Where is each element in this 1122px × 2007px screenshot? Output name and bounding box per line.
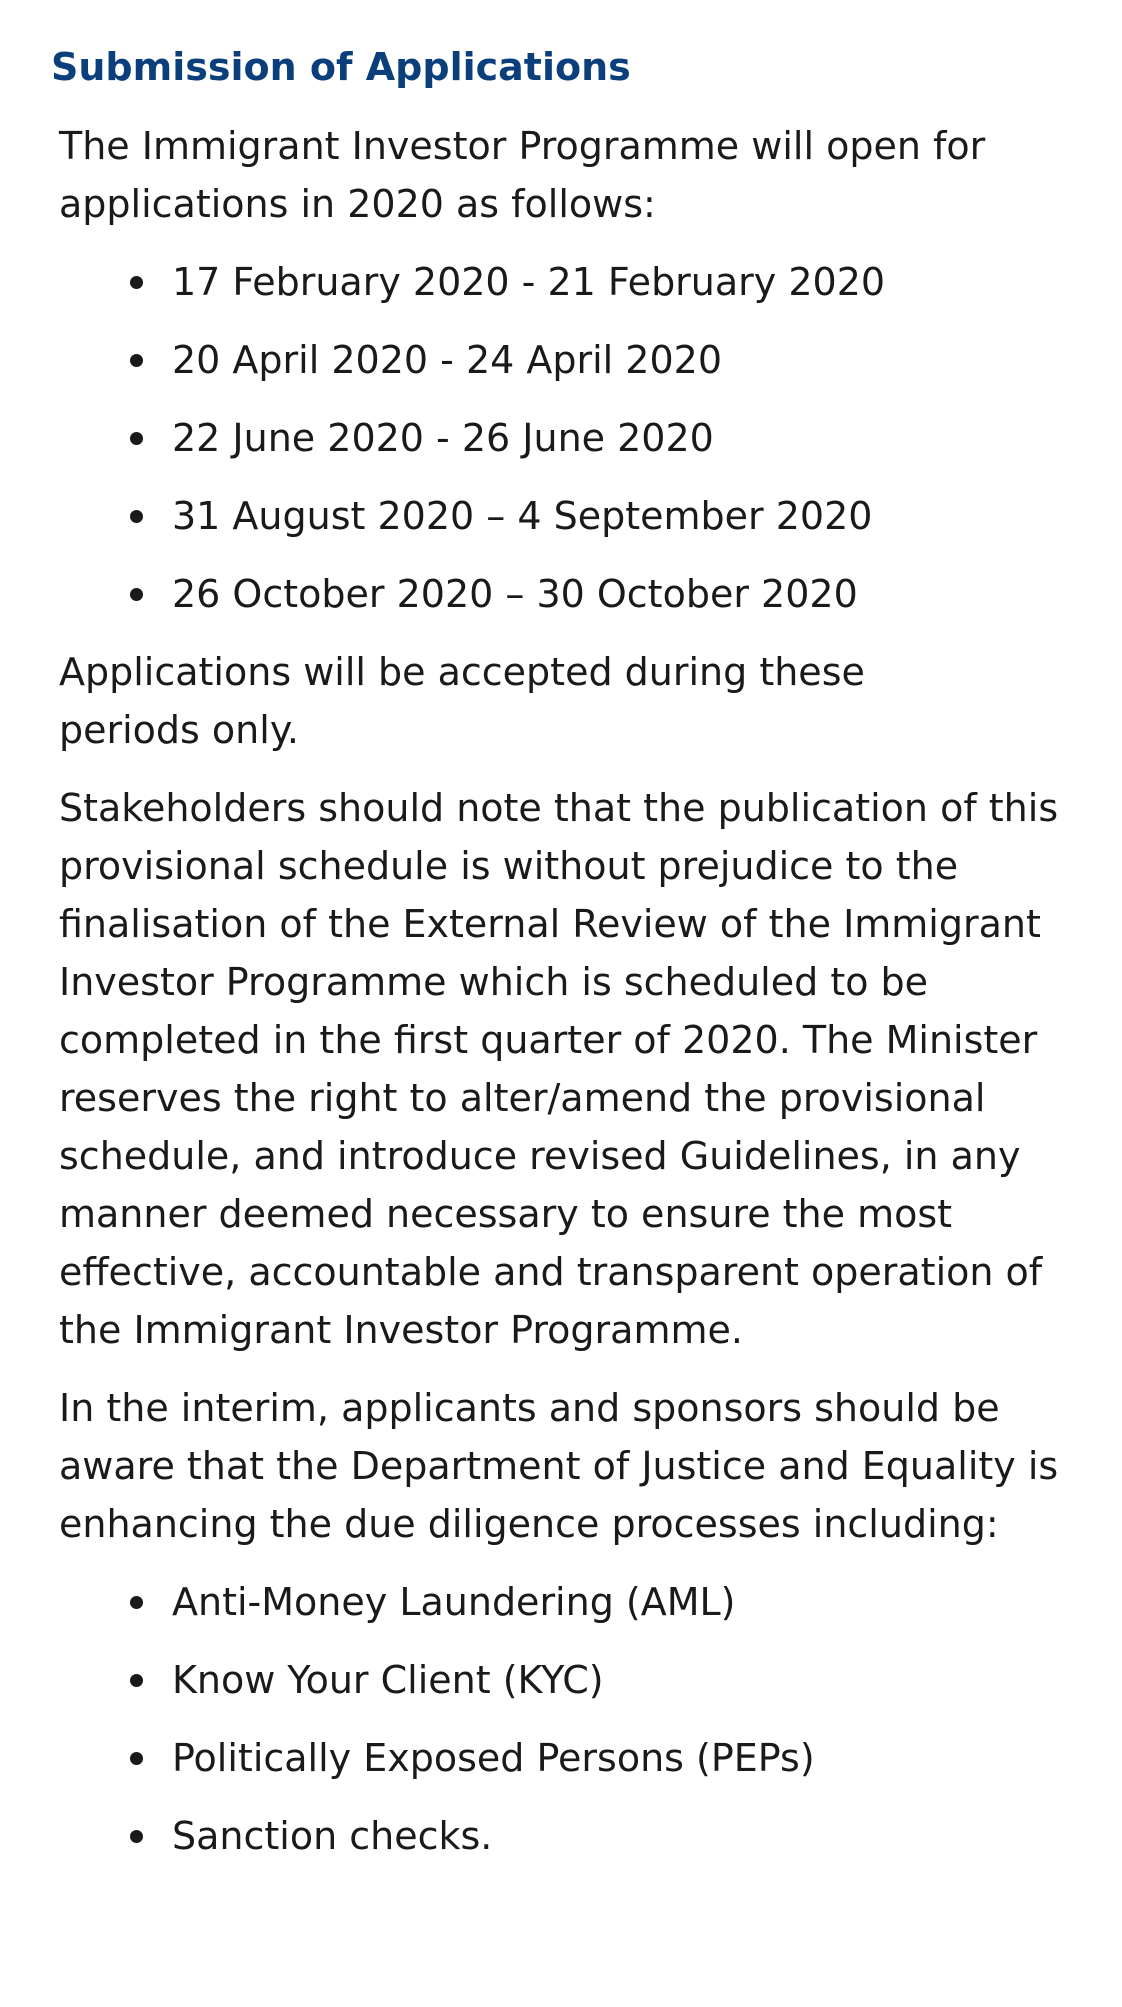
list-item-text: Know Your Client (KYC)	[172, 1658, 604, 1702]
intro-paragraph: The Immigrant Investor Programme will open for applications in 2020 as follows:	[59, 124, 986, 226]
bullet-icon	[130, 1752, 143, 1765]
list-item	[59, 565, 1069, 623]
section-heading: Submission of Applications	[51, 45, 631, 89]
list-item-text: Sanction checks.	[172, 1814, 493, 1858]
list-item-text: 17 February 2020 - 21 February 2020	[172, 260, 886, 304]
list-item	[59, 1729, 1069, 1787]
bullet-icon	[130, 276, 143, 289]
bullet-icon	[130, 588, 143, 601]
interim-paragraph: In the interim, applicants and sponsors should be aware that the Department of Justice and Equality is enhancing the due diligence processes including:	[59, 1386, 1059, 1546]
list-item	[59, 1807, 1069, 1865]
section-body	[59, 117, 1069, 1885]
list-item	[59, 409, 1069, 467]
list-item-text: Politically Exposed Persons (PEPs)	[172, 1736, 815, 1780]
list-item-text: Anti-Money Laundering (AML)	[172, 1580, 736, 1624]
list-item	[59, 253, 1069, 311]
list-item	[59, 331, 1069, 389]
list-item	[59, 1651, 1069, 1709]
list-item-text: 20 April 2020 - 24 April 2020	[172, 338, 723, 382]
list-item-text: 26 October 2020 – 30 October 2020	[172, 572, 858, 616]
bullet-icon	[130, 510, 143, 523]
list-item-text: 31 August 2020 – 4 September 2020	[172, 494, 873, 538]
bullet-icon	[130, 1830, 143, 1843]
due-diligence-list	[59, 1573, 1069, 1865]
list-item	[59, 487, 1069, 545]
list-item	[59, 1573, 1069, 1631]
list-item-text: 22 June 2020 - 26 June 2020	[172, 416, 714, 460]
periods-note-paragraph: Applications will be accepted during these periods only.	[59, 650, 865, 752]
bullet-icon	[130, 354, 143, 367]
application-periods-list	[59, 253, 1069, 623]
bullet-icon	[130, 1674, 143, 1687]
bullet-icon	[130, 1596, 143, 1609]
stakeholders-paragraph: Stakeholders should note that the publication of this provisional schedule is without prejudice to the finalisation of the External Review of the Immigrant Investor Programme which is scheduled to be completed in the first quarter of 2020. The Minister reserves the right to alter/amend the provisional schedule, and introduce revised Guidelines, in any manner deemed necessary to ensure the most effective, accountable and transparent operation of the Immigrant Investor Programme.	[59, 786, 1059, 1352]
bullet-icon	[130, 432, 143, 445]
